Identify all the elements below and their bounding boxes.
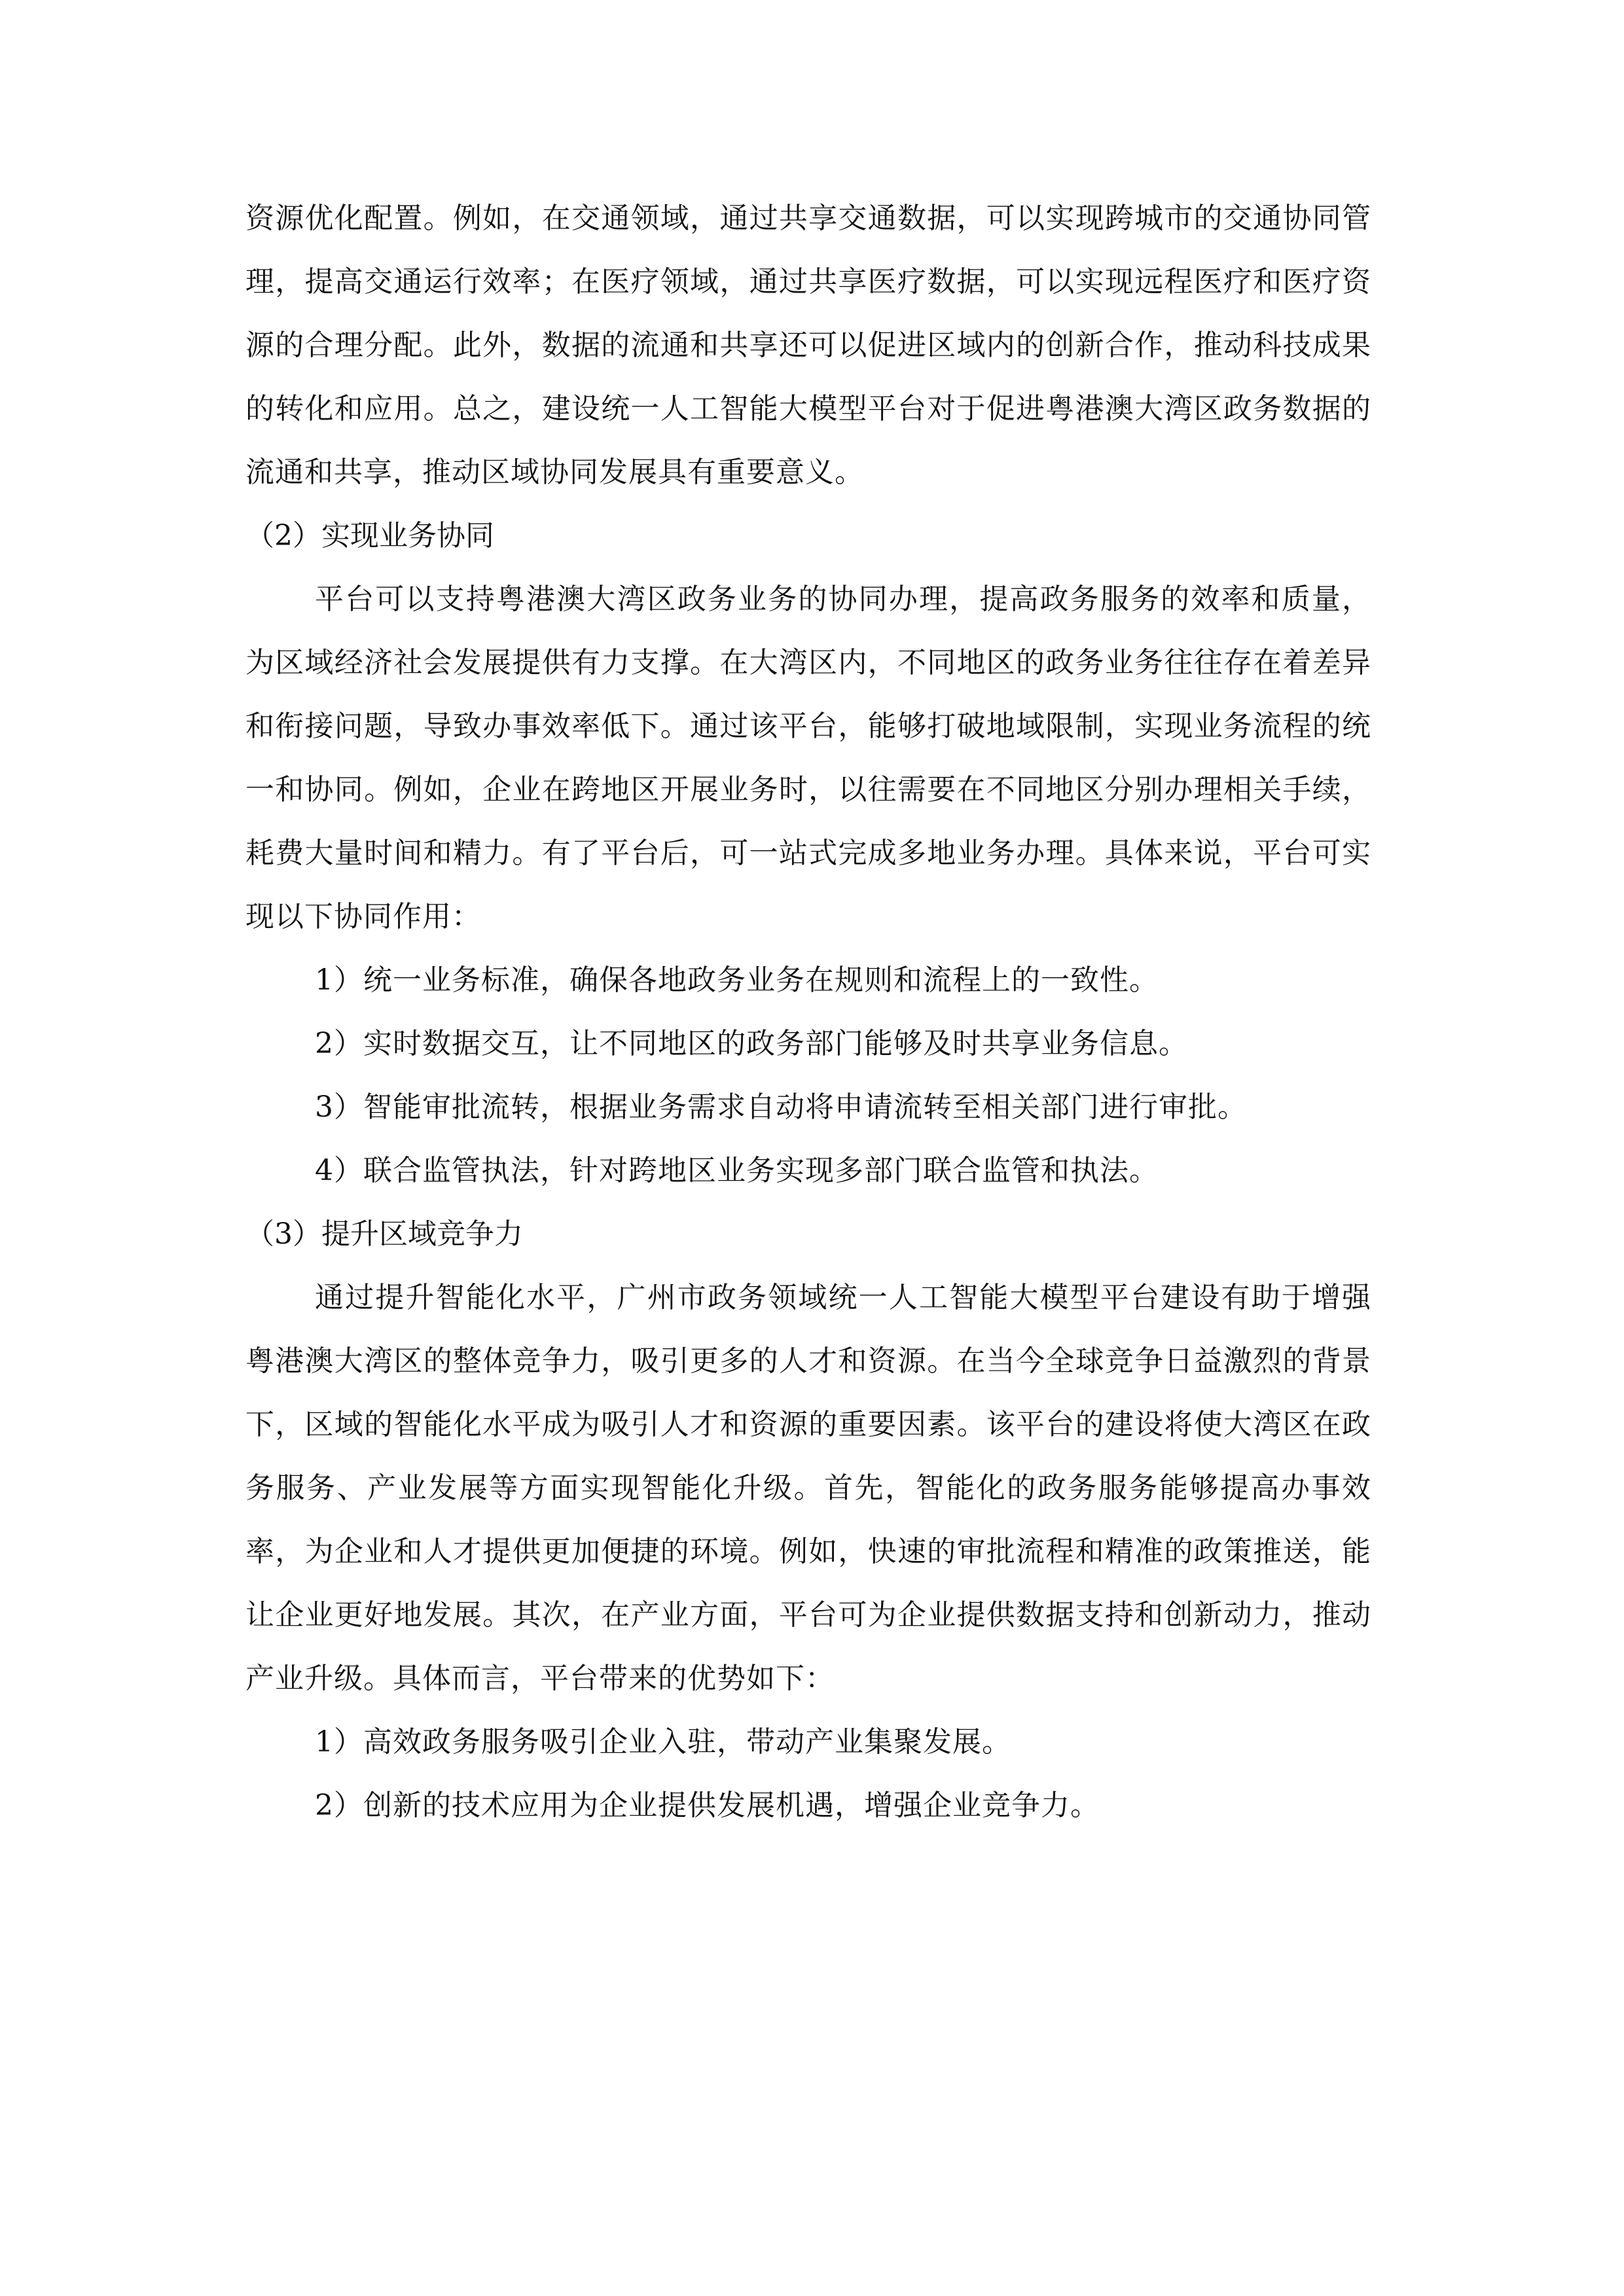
section-heading-business-collaboration: （2）实现业务协同 — [245, 519, 494, 552]
section-heading-regional-competitiveness: （3）提升区域竞争力 — [245, 1217, 523, 1251]
list-collaboration-effects — [245, 948, 1371, 1202]
list-item: 4）联合监管执法，针对跨地区业务实现多部门联合监管和执法。 — [315, 1154, 1159, 1187]
list-item: 2）创新的技术应用为企业提供发展机遇，增强企业竞争力。 — [315, 1789, 1100, 1822]
document-body — [245, 187, 1371, 1837]
list-item: 1）高效政务服务吸引企业入驻，带动产业集聚发展。 — [315, 1725, 1011, 1759]
paragraph-data-sharing-conclusion: 资源优化配置。例如，在交通领域，通过共享交通数据，可以实现跨城市的交通协同管理，提高交通运行效率；在医疗领域，通过共享医疗数据，可以实现远程医疗和医疗资源的合理分配。此外，数据的流通和共享还可以促进区域内的创新合作，推动科技成果的转化和应用。总之，建设统一人工智能大模型平台对于促进粤港澳大湾区政务数据的流通和共享，推动区域协同发展具有重要意义。 — [245, 202, 1371, 489]
paragraph-regional-competitiveness: 通过提升智能化水平，广州市政务领域统一人工智能大模型平台建设有助于增强粤港澳大湾区的整体竞争力，吸引更多的人才和资源。在当今全球竞争日益激烈的背景下，区域的智能化水平成为吸引人才和资源的重要因素。该平台的建设将使大湾区在政务服务、产业发展等方面实现智能化升级。首先，智能化的政务服务能够提高办事效率，为企业和人才提供更加便捷的环境。例如，快速的审批流程和精准的政策推送，能让企业更好地发展。其次，在产业方面，平台可为企业提供数据支持和创新动力，推动产业升级。具体而言，平台带来的优势如下： — [245, 1281, 1371, 1695]
list-platform-advantages — [245, 1710, 1371, 1837]
paragraph-business-collaboration: 平台可以支持粤港澳大湾区政务业务的协同办理，提高政务服务的效率和质量，为区域经济社会发展提供有力支撑。在大湾区内，不同地区的政务业务往往存在着差异和衔接问题，导致办事效率低下。通过该平台，能够打破地域限制，实现业务流程的统一和协同。例如，企业在跨地区开展业务时，以往需要在不同地区分别办理相关手续，耗费大量时间和精力。有了平台后，可一站式完成多地业务办理。具体来说，平台可实现以下协同作用： — [245, 583, 1371, 933]
list-item: 3）智能审批流转，根据业务需求自动将申请流转至相关部门进行审批。 — [315, 1090, 1247, 1124]
list-item: 1）统一业务标准，确保各地政务业务在规则和流程上的一致性。 — [315, 963, 1159, 997]
list-item: 2）实时数据交互，让不同地区的政务部门能够及时共享业务信息。 — [315, 1027, 1188, 1060]
